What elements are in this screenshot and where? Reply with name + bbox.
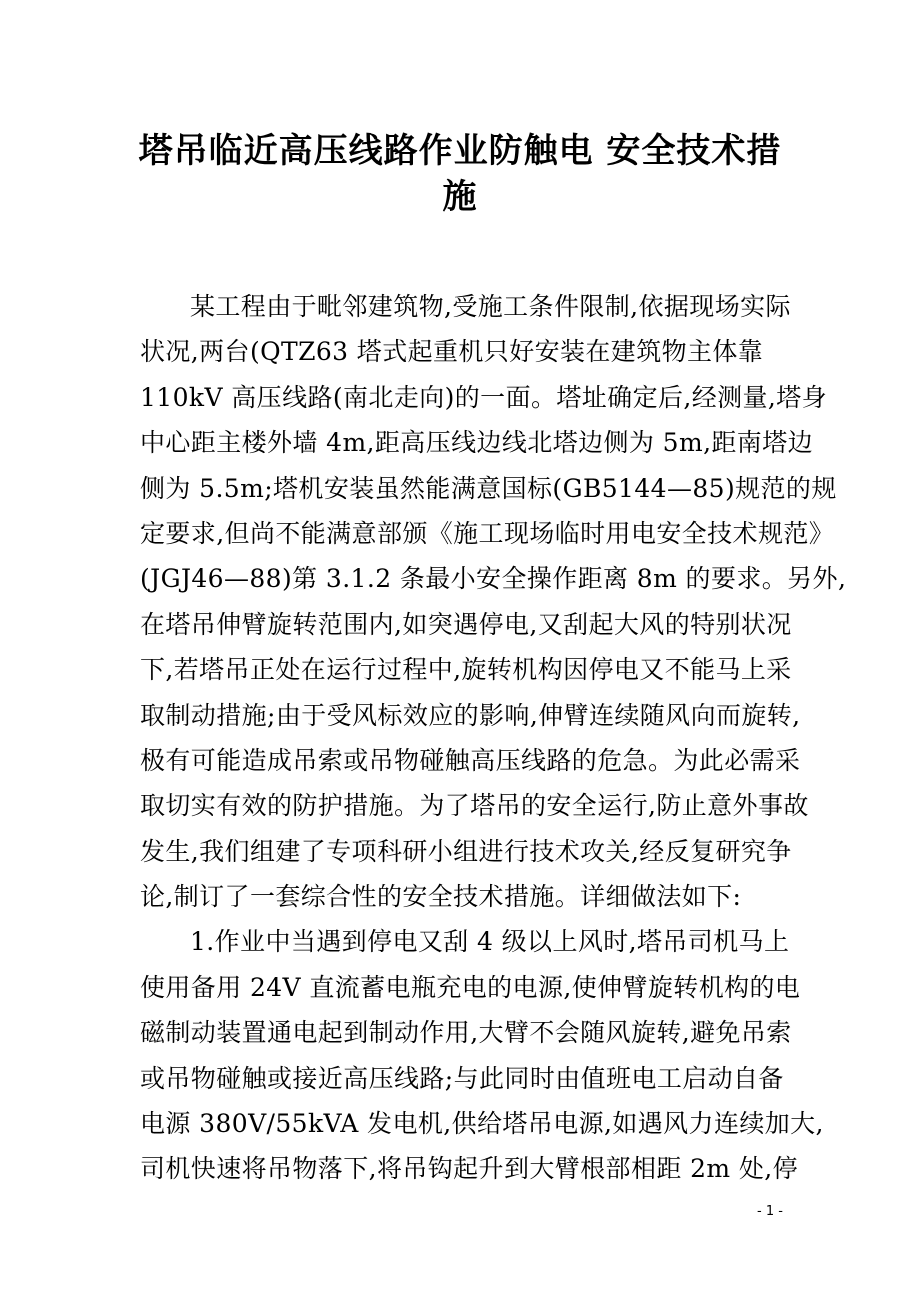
- text-line: 司机快速将吊物落下,将吊钩起升到大臂根部相距 2m 处,停: [140, 1154, 799, 1184]
- document-body: [140, 284, 847, 1192]
- title-line-2: 施: [442, 177, 478, 217]
- text-line: 1.作业中当遇到停电又刮 4 级以上风时,塔吊司机马上: [190, 927, 790, 957]
- text-line: 定要求,但尚不能满意部颁《施工现场临时用电安全技术规范》: [140, 518, 835, 548]
- text-line: 论,制订了一套综合性的安全技术措施。详细做法如下:: [140, 882, 742, 912]
- text-line: 电源 380V/55kVA 发电机,供给塔吊电源,如遇风力连续加大,: [140, 1109, 824, 1139]
- text-line: 磁制动装置通电起到制动作用,大臂不会随风旋转,避免吊索: [140, 1018, 792, 1048]
- text-line: 下,若塔吊正处在运行过程中,旋转机构因停电又不能马上采: [140, 655, 792, 685]
- text-line: 极有可能造成吊索或吊物碰触高压线路的危急。为此必需采: [140, 745, 801, 775]
- text-line: 状况,两台(QTZ63 塔式起重机只好安装在建筑物主体靠: [140, 337, 764, 367]
- text-line: 侧为 5.5m;塔机安装虽然能满意国标(GB5144—85)规范的规: [140, 473, 837, 503]
- text-line: 在塔吊伸臂旋转范围内,如突遇停电,又刮起大风的特别状况: [140, 609, 792, 639]
- text-line: 取切实有效的防护措施。为了塔吊的安全运行,防止意外事故: [140, 791, 809, 821]
- text-line: 中心距主楼外墙 4m,距高压线边线北塔边侧为 5m,距南塔边: [140, 428, 814, 458]
- document-title: [110, 128, 810, 220]
- paragraph-intro: [140, 284, 847, 919]
- page-number: - 1 -: [757, 1204, 783, 1219]
- paragraph-measure-1: [140, 919, 824, 1191]
- text-line: 取制动措施;由于受风标效应的影响,伸臂连续随风向而旋转,: [140, 700, 801, 730]
- text-line: 110kV 高压线路(南北走向)的一面。塔址确定后,经测量,塔身: [140, 382, 828, 412]
- text-line: 使用备用 24V 直流蓄电瓶充电的电源,使伸臂旋转机构的电: [140, 972, 801, 1002]
- text-line: (JGJ46—88)第 3.1.2 条最小安全操作距离 8m 的要求。另外,: [140, 564, 847, 594]
- title-line-1: 塔吊临近高压线路作业防触电 安全技术措: [138, 131, 782, 171]
- text-line: 某工程由于毗邻建筑物,受施工条件限制,依据现场实际: [190, 292, 791, 321]
- text-line: 发生,我们组建了专项科研小组进行技术攻关,经反复研究争: [140, 836, 792, 866]
- text-line: 或吊物碰触或接近高压线路;与此同时由值班电工启动自备: [140, 1063, 784, 1093]
